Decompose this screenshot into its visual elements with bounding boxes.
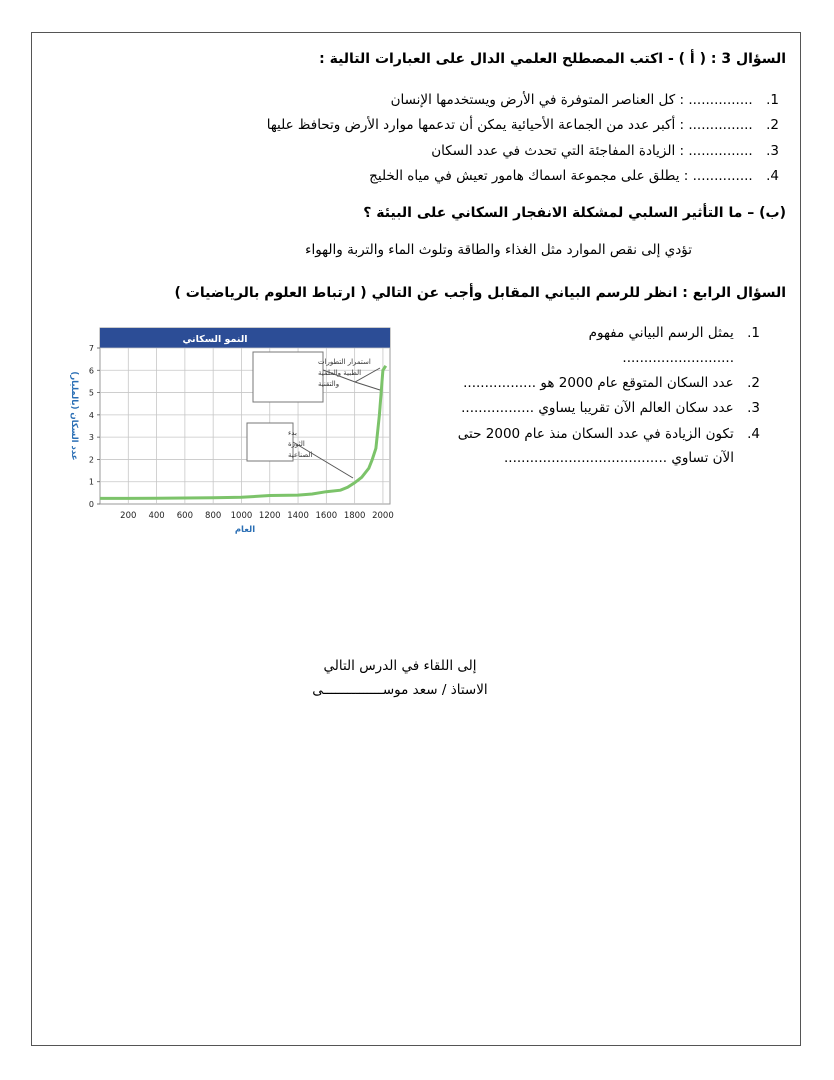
q4-item-1-continuation: .......................... <box>622 350 734 366</box>
q3-item-2-number: 2. <box>766 117 779 133</box>
q3-item-2-text: ............... : أكبر عدد من الجماعة الأحيائية يمكن أن تدعمها موارد الأرض وتحافظ عليها <box>266 117 753 133</box>
q4-item-2-text: عدد السكان المتوقع عام 2000 هو ................. <box>463 375 734 391</box>
teacher-signature-line: الاستاذ / سعد موســـــــــــــــى <box>312 682 488 698</box>
annotation-box-industrial <box>247 423 293 461</box>
chart-x-tick-label: 1800 <box>343 511 366 521</box>
chart-title: النمو السكاني <box>182 334 248 345</box>
farewell-message: إلى اللقاء في الدرس التالي <box>323 658 477 674</box>
q3-part-b-heading: (ب) – ما التأثير السلبي لمشكلة الانفجار السكاني على البيئة ؟ <box>363 205 786 221</box>
annotation-line: بدء <box>288 429 297 437</box>
q4-item-4-text: تكون الزيادة في عدد السكان منذ عام 2000 حتى <box>457 426 734 442</box>
q3-item-3-text: ............... : الزيادة المفاجئة التي تحدث في عدد السكان <box>431 143 753 159</box>
chart-y-tick-label: 5 <box>88 388 94 398</box>
annotation-line: الطبية والعلمية <box>318 369 362 377</box>
q4-item-4-number: 4. <box>747 426 760 442</box>
annotation-line: الصناعية <box>288 451 313 459</box>
q4-heading: السؤال الرابع : انظر للرسم البياني المقابل وأجب عن التالي ( ارتباط العلوم بالرياضيات ) <box>174 285 786 301</box>
q4-item-3-text: عدد سكان العالم الآن تقريبا يساوي ................. <box>461 400 734 416</box>
q4-item-4 <box>458 426 760 442</box>
q4-item-1-text: يمثل الرسم البياني مفهوم <box>588 325 734 341</box>
q4-item-2 <box>463 375 760 391</box>
q3-item-1-text: ............... : كل العناصر المتوفرة في الأرض ويستخدمها الإنسان <box>390 92 753 108</box>
annotation-box-modern <box>253 352 323 402</box>
chart-y-axis-label: عدد السكان (بالمليار) <box>69 371 79 461</box>
chart-plot-background <box>100 328 390 504</box>
q3-heading: السؤال 3 : ( أ ) - اكتب المصطلح العلمي الدال على العبارات التالية : <box>319 51 786 67</box>
q4-item-3 <box>461 400 760 416</box>
chart-y-tick-label: 4 <box>88 410 94 420</box>
q4-item-1-number: 1. <box>747 325 760 341</box>
chart-x-tick-label: 200 <box>120 511 137 521</box>
q4-item-4-continuation: الآن تساوي ...................................... <box>503 450 734 466</box>
chart-x-tick-label: 2000 <box>372 511 394 521</box>
annotation-line: الثورة <box>288 440 305 448</box>
chart-x-tick-label: 1000 <box>230 511 253 521</box>
q3-item-2 <box>267 117 779 133</box>
chart-x-tick-label: 1400 <box>287 511 309 521</box>
q4-item-3-number: 3. <box>747 400 760 416</box>
chart-y-tick-label: 2 <box>88 455 94 465</box>
q3-item-3-number: 3. <box>766 143 779 159</box>
chart-x-tick-label: 1600 <box>315 511 338 521</box>
chart-x-tick-label: 1200 <box>258 511 281 521</box>
q4-item-2-number: 2. <box>747 375 760 391</box>
q3-item-4-number: 4. <box>766 168 779 184</box>
chart-x-tick-label: 800 <box>205 511 222 521</box>
q3-item-4-text: .............. : يطلق على مجموعة اسماك هامور تعيش في مياه الخليج <box>369 168 753 184</box>
q3-item-1 <box>391 92 779 108</box>
annotation-line: استمرار التطورات <box>318 358 371 366</box>
q3-part-b-answer: تؤدي إلى نقص الموارد مثل الغذاء والطاقة وتلوث الماء والتربة والهواء <box>305 242 692 258</box>
chart-x-tick-label: 600 <box>176 511 193 521</box>
chart-y-tick-label: 3 <box>88 433 94 443</box>
chart-x-axis-label: العام <box>234 525 256 535</box>
chart-y-tick-label: 6 <box>88 366 94 376</box>
chart-x-tick-label: 400 <box>148 511 165 521</box>
q3-item-3 <box>431 143 779 159</box>
q4-item-1 <box>589 325 760 341</box>
chart-y-tick-label: 1 <box>88 477 94 487</box>
q3-item-1-number: 1. <box>766 92 779 108</box>
chart-y-tick-label: 7 <box>88 344 94 353</box>
population-growth-chart <box>69 320 400 540</box>
annotation-line: والتقنية <box>318 380 340 388</box>
q3-item-4 <box>369 168 779 184</box>
chart-y-tick-label: 0 <box>88 500 94 509</box>
